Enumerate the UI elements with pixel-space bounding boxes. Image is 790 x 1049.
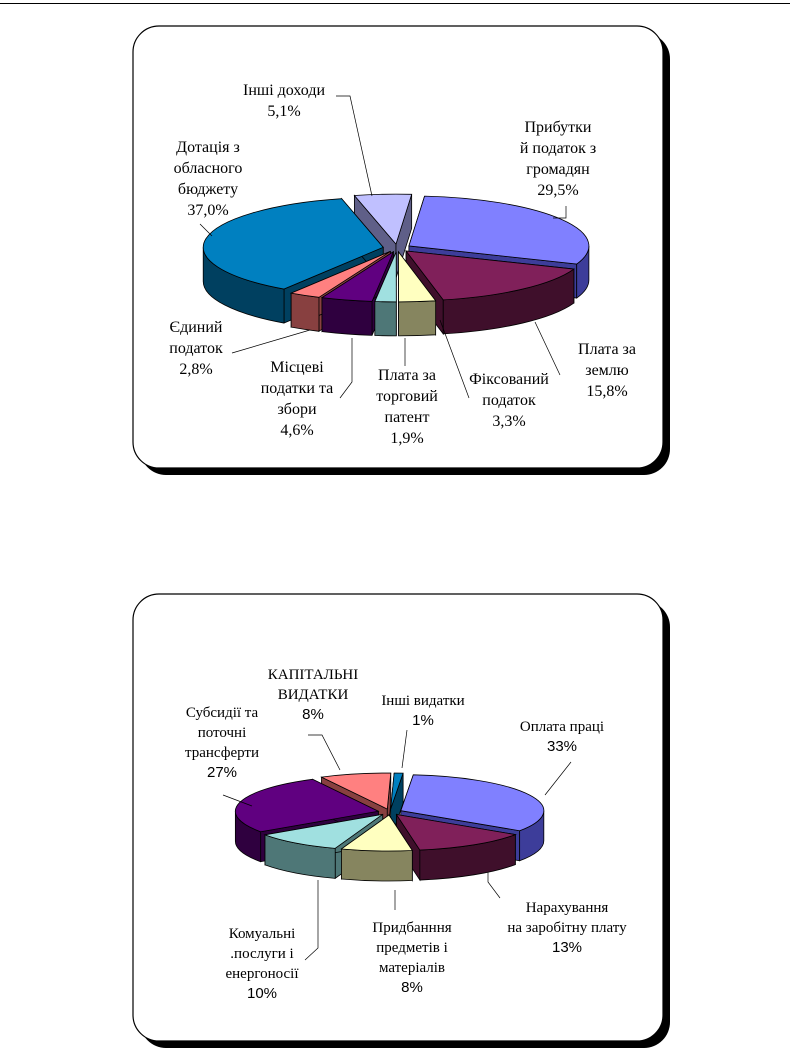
- slice-label: Плата за торговий патент 1,9%: [376, 367, 438, 447]
- slice-label: Комуальні .послуги і енергоносії 10%: [225, 926, 299, 1002]
- slice-label: Плата за землю 15,8%: [578, 341, 636, 400]
- slice-label: Придбанння предметів і матеріалів 8%: [372, 920, 452, 996]
- slice-label: Прибутки й податок з громадян 29,5%: [519, 119, 597, 199]
- slice-label: Дотація з обласного бюджету 37,0%: [173, 139, 243, 219]
- slice-label: КАПІТАЛЬНІ ВИДАТКИ 8%: [267, 667, 359, 723]
- slice-label: Оплата праці 33%: [519, 719, 605, 755]
- slice-label: Субсидії та поточні трансферти 27%: [184, 705, 260, 781]
- slice-label: Інші видатки 1%: [381, 693, 465, 729]
- slice-label: Нарахування на заробітну плату 13%: [507, 900, 627, 956]
- slice-label: Єдиний податок 2,8%: [169, 319, 223, 378]
- slice-label: Місцеві податки та збори 4,6%: [260, 359, 334, 439]
- slice-label: Фіксований податок 3,3%: [469, 371, 549, 430]
- slice-label: Інші доходи 5,1%: [242, 82, 326, 120]
